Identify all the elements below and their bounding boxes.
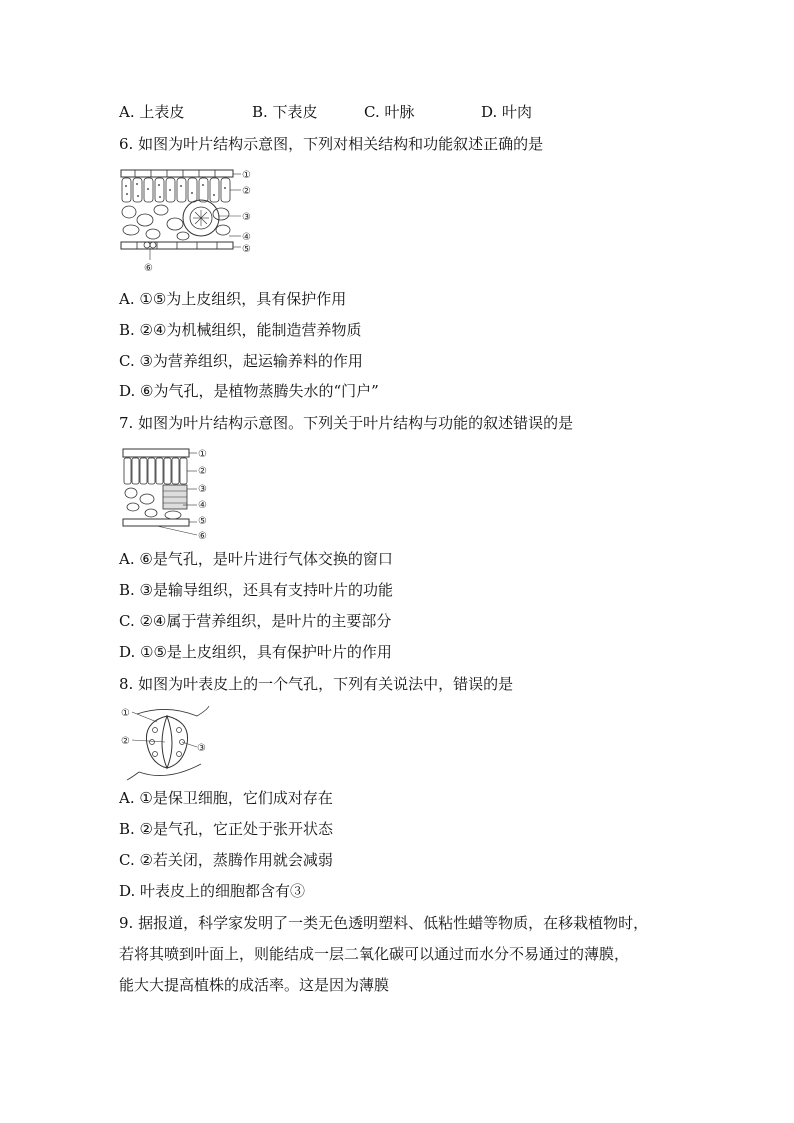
- q7-leaf-cross-section-figure: [117, 443, 217, 543]
- q7-stem: 7. 如图为叶片结构示意图。下列关于叶片结构与功能的叙述错误的是: [119, 414, 574, 432]
- q6-label-5: ⑤: [242, 244, 251, 255]
- q5-options: [119, 101, 599, 121]
- q6-option-c: C. ③为营养组织，起运输养料的作用: [119, 352, 363, 370]
- q6-label-3: ③: [242, 212, 251, 223]
- q6-option-b: B. ②④为机械组织，能制造营养物质: [119, 321, 362, 339]
- q5-option-a: A. 上表皮: [119, 103, 185, 121]
- leaf-section-diagram-1: [117, 164, 257, 274]
- q7-option-a: A. ⑥是气孔，是叶片进行气体交换的窗口: [119, 550, 393, 568]
- q8-stoma-figure: [117, 702, 217, 782]
- q6-stem: 6. 如图为叶片结构示意图，下列对相关结构和功能叙述正确的是: [119, 135, 544, 153]
- q9-line-1: 9. 据报道，科学家发明了一类无色透明塑料、低粘性蜡等物质，在移栽植物时，: [119, 914, 649, 932]
- q7-label-3: ③: [198, 484, 207, 495]
- q6-option-a: A. ①⑤为上皮组织，具有保护作用: [119, 290, 347, 308]
- q6-label-2: ②: [242, 186, 251, 197]
- q8-label-2: ②: [121, 736, 130, 747]
- q8-label-1: ①: [121, 708, 130, 719]
- q9-line-3: 能大大提高植株的成活率。这是因为薄膜: [119, 976, 390, 994]
- stoma-diagram: [117, 702, 217, 782]
- q7-label-2: ②: [198, 466, 207, 477]
- q8-option-b: B. ②是气孔，它正处于张开状态: [119, 820, 334, 838]
- q8-option-d: D. 叶表皮上的细胞都含有③: [119, 882, 306, 900]
- q6-leaf-cross-section-figure: [117, 164, 257, 274]
- q9-line-2: 若将其喷到叶面上，则能结成一层二氧化碳可以通过而水分不易通过的薄膜，: [119, 945, 630, 963]
- q7-label-5: ⑤: [198, 516, 207, 527]
- q8-option-c: C. ②若关闭，蒸腾作用就会减弱: [119, 851, 333, 869]
- q7-option-b: B. ③是输导组织，还具有支持叶片的功能: [119, 581, 394, 599]
- q7-label-1: ①: [198, 449, 207, 460]
- q7-label-4: ④: [198, 500, 207, 511]
- leaf-section-diagram-2: [117, 443, 217, 543]
- q8-stem: 8. 如图为叶表皮上的一个气孔，下列有关说法中，错误的是: [119, 675, 514, 693]
- q7-label-6: ⑥: [198, 531, 207, 542]
- q6-label-6: ⑥: [144, 263, 153, 274]
- q7-option-c: C. ②④属于营养组织，是叶片的主要部分: [119, 612, 392, 630]
- q5-option-c: C. 叶脉: [364, 103, 415, 121]
- q6-label-4: ④: [242, 232, 251, 243]
- q8-label-3: ③: [197, 743, 206, 754]
- q5-option-d: D. 叶肉: [481, 103, 533, 121]
- q6-option-d: D. ⑥为气孔，是植物蒸腾失水的“门户”: [119, 382, 379, 400]
- q5-option-b: B. 下表皮: [252, 103, 318, 121]
- q8-option-a: A. ①是保卫细胞，它们成对存在: [119, 789, 333, 807]
- q6-label-1: ①: [242, 170, 251, 181]
- q7-option-d: D. ①⑤是上皮组织，具有保护叶片的作用: [119, 643, 392, 661]
